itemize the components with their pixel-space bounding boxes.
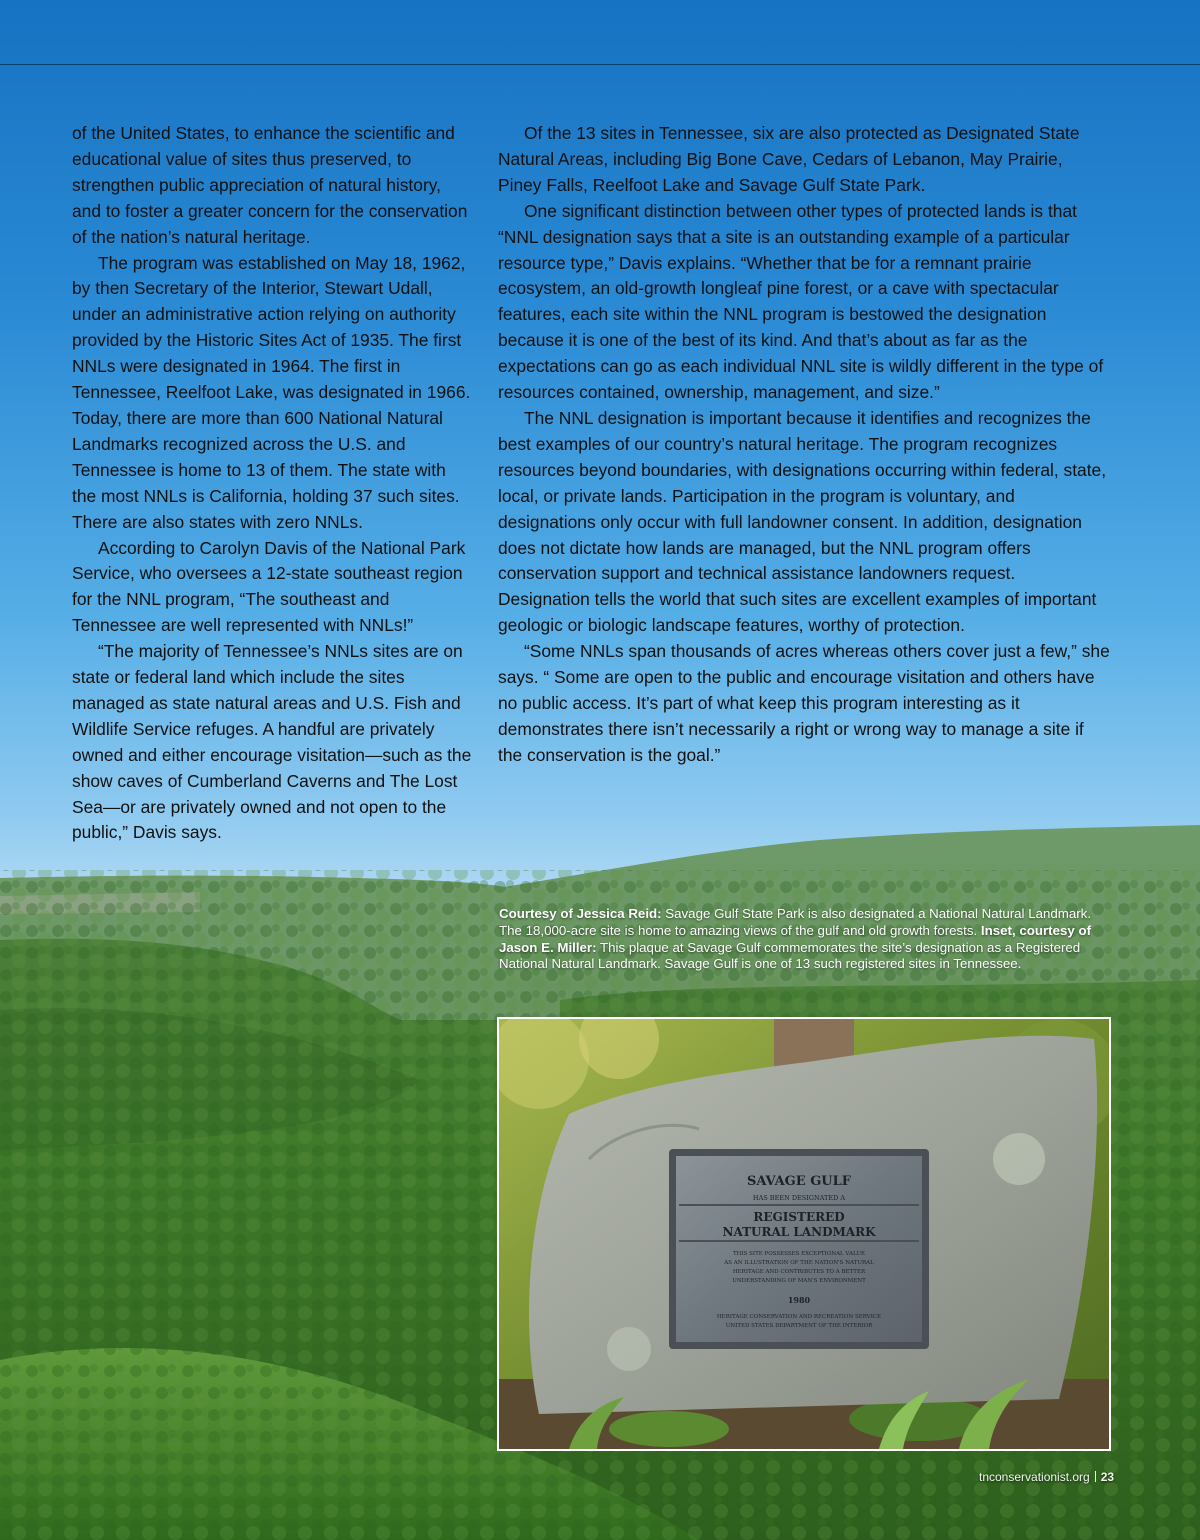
plaque-body-1: THIS SITE POSSESSES EXCEPTIONAL VALUE [732,1251,866,1257]
caption-text-1: Savage Gulf State Park is also designated a National Natural Landmark. The 18,000-acre site is home to amazing views of the gulf and old growth forests. [499,906,1092,938]
left-paragraph-3: According to Carolyn Davis of the National Park Service, who oversees a 12-state southeast region for the NNL program, “The southeast and Tennessee are well represented with NNLs!” [72,537,466,636]
plaque-agency-1: HERITAGE CONSERVATION AND RECREATION SERVICE [716,1314,882,1320]
plaque-agency-2: UNITED STATES DEPARTMENT OF THE INTERIOR [725,1323,873,1329]
plaque-body-2: AS AN ILLUSTRATION OF THE NATION'S NATURAL [724,1260,874,1266]
photo-caption [499,906,1109,973]
header-rule [0,64,1200,65]
inset-plaque-photo [497,1017,1111,1451]
left-paragraph-2: The program was established on May 18, 1962, by then Secretary of the Interior, Stewart Udall, under an administrative action relying on authority provided by the Historic Sites Act of 1935. The first NNLs were designated in 1964. The first in Tennessee, Reelfoot Lake, was designated in 1966. Today, there are more than 600 National Natural Landmarks recognized across the U.S. and Tennessee is home to 13 of them. The state with the most NNLs is California, holding 37 such sites. There are also states with zero NNLs. [72,252,471,532]
plaque-title: SAVAGE GULF [746,1174,852,1189]
plaque-subtitle: HAS BEEN DESIGNATED A [752,1194,846,1202]
right-paragraph-2: One significant distinction between other types of protected lands is that “NNL designation says that a site is an outstanding example of a particular resource type,” Davis explains. “Whether that be for a remnant prairie ecosystem, an old-growth longleaf pine forest, or a cave with spectacular features, each site within the NNL program is bestowed the designation because it is one of the best of its kind. And that’s about as far as the expectations can go as each individual NNL site is wildly different in the type of resources contained, ownership, management, and size.” [498,200,1104,403]
plaque-year: 1980 [787,1295,811,1305]
page-footer [979,1470,1114,1484]
right-paragraph-3: The NNL designation is important because it identifies and recognizes the best examples of our country’s natural heritage. The program recognizes resources beyond boundaries, with designations occurring within federal, state, local, or private lands. Participation in the program is voluntary, and designations only occur with full landowner consent. In addition, designation does not dictate how lands are managed, but the NNL program offers conservation support and technical assistance landowners request. Designation tells the world that such sites are excellent examples of important geologic or biologic landscape features, worthy of protection. [498,407,1107,636]
left-paragraph-4: “The majority of Tennessee’s NNLs sites are on state or federal land which include the sites managed as state natural areas and U.S. Fish and Wildlife Service refuges. A handful are privately owned and either encourage visitation—such as the show caves of Cumberland Caverns and The Lost Sea—or are privately owned and not open to the public,” Davis says. [72,641,472,843]
plaque-landmark: NATURAL LANDMARK [722,1225,876,1239]
right-paragraph-4: “Some NNLs span thousands of acres whereas others cover just a few,” she says. “ Some are open to the public and encourage visitation and others have no public access. It’s part of what keep this program interesting as it demonstrates there isn’t necessarily a right or wrong way to manage a site if the conservation is the goal.” [498,641,1110,765]
caption-credit-1: Courtesy of Jessica Reid: [499,906,662,921]
caption-credit-2: Inset, courtesy of Jason E. Miller: [499,922,1092,955]
plaque-body-3: HERITAGE AND CONTRIBUTES TO A BETTER [732,1269,866,1275]
article-column-right [498,121,1110,769]
right-paragraph-1: Of the 13 sites in Tennessee, six are also protected as Designated State Natural Areas, including Big Bone Cave, Cedars of Lebanon, May Prairie, Piney Falls, Reelfoot Lake and Savage Gulf State Park. [498,123,1080,195]
caption-text-2: This plaque at Savage Gulf commemorates the site’s designation as a Registered National Natural Landmark. Savage Gulf is one of 13 such registered sites in Tennessee. [499,939,1081,972]
article-column-left [72,121,472,846]
registered-natural-landmark-plaque [669,1149,929,1349]
plaque-registered: REGISTERED [753,1210,845,1224]
footer-site: tnconservationist.org [979,1470,1090,1484]
footer-separator [1095,1471,1096,1482]
page-number: 23 [1100,1470,1115,1484]
plaque-body-4: UNDERSTANDING OF MAN'S ENVIRONMENT [732,1278,866,1284]
left-paragraph-1: of the United States, to enhance the scientific and educational value of sites thus preserved, to strengthen public appreciation of natural history, and to foster a greater concern for the conservation of the nation’s natural heritage. [72,123,468,247]
